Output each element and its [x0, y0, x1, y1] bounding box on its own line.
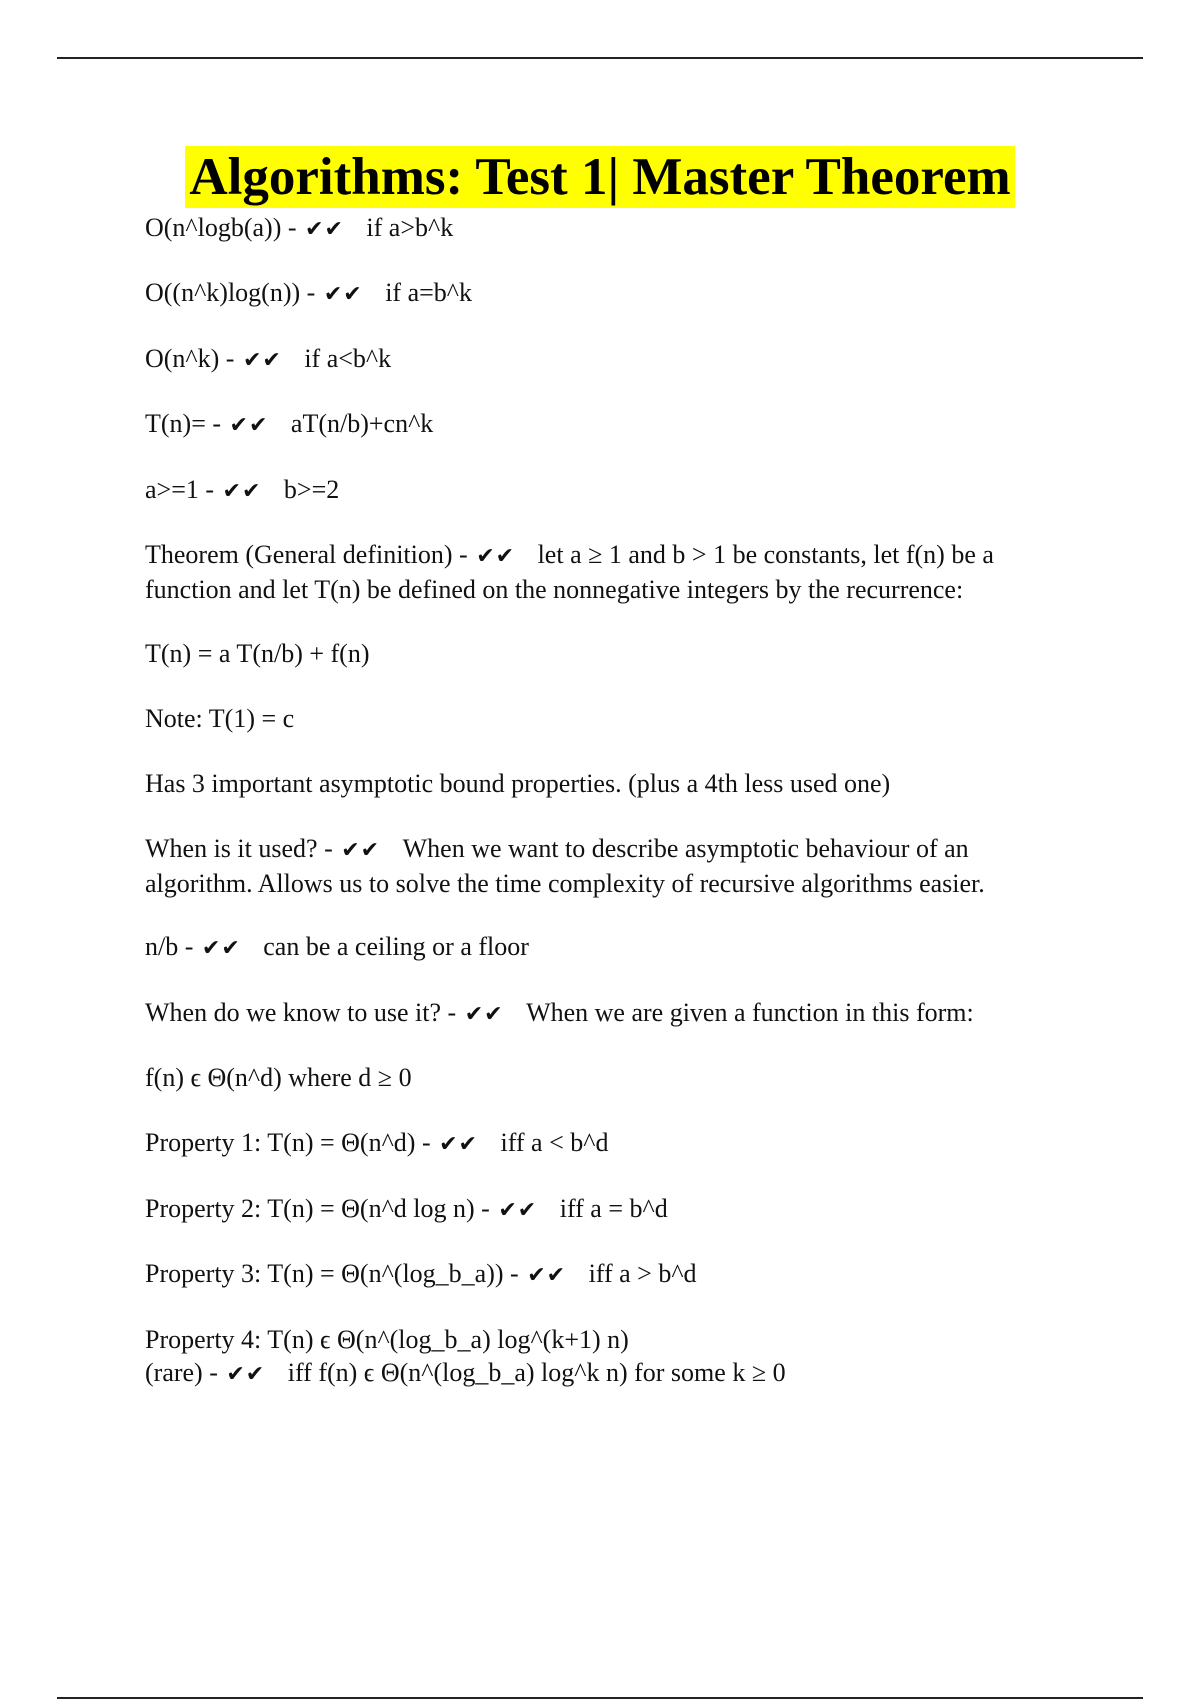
item-12: [145, 1061, 1075, 1094]
check-icon: ✔✔: [229, 413, 269, 438]
item-1: [145, 276, 1075, 311]
check-icon: ✔✔: [439, 1132, 478, 1157]
item-text: Has 3 important asymptotic bound properties. (plus a 4th less used one): [145, 769, 891, 798]
item-question: a>=1 -: [145, 475, 215, 504]
item-answer: if a=b^k: [385, 278, 472, 307]
item-answer: if a<b^k: [304, 344, 392, 373]
check-icon: ✔✔: [323, 282, 363, 307]
item-question: O(n^logb(a)) -: [145, 213, 297, 242]
item-14: [145, 1192, 1075, 1227]
check-icon: ✔✔: [341, 838, 381, 863]
check-icon: ✔✔: [242, 348, 282, 373]
item-question: O((n^k)log(n)) -: [145, 278, 316, 307]
check-icon: ✔✔: [476, 544, 516, 569]
item-question: Property 2: T(n) = Θ(n^d log n) -: [145, 1194, 490, 1223]
check-icon: ✔✔: [201, 936, 241, 961]
item-question: O(n^k) -: [145, 344, 235, 373]
title-wrap: [0, 146, 1200, 208]
item-2: [145, 342, 1075, 377]
item-answer: b>=2: [283, 475, 340, 504]
item-0: [145, 211, 1075, 246]
item-15: [145, 1257, 1075, 1292]
item-13: [145, 1126, 1075, 1161]
item-answer: iff f(n) ϵ Θ(n^(log_b_a) log^k n) for some k ≥ 0: [287, 1358, 786, 1387]
item-text: T(n) = a T(n/b) + f(n): [145, 639, 370, 668]
item-11: [145, 996, 1075, 1031]
check-icon: ✔✔: [464, 1002, 504, 1027]
check-icon: ✔✔: [527, 1263, 567, 1288]
item-answer: When we want to describe asymptotic behaviour of an algorithm. Allows us to solve the time complexity of recursive algorithms easier.: [145, 834, 985, 898]
item-question-cont: (rare) -: [145, 1358, 218, 1387]
item-question: T(n)= -: [145, 409, 222, 438]
item-6: [145, 637, 1075, 670]
item-8: [145, 767, 1075, 800]
item-question: Property 3: T(n) = Θ(n^(log_b_a)) -: [145, 1259, 519, 1288]
check-icon: ✔✔: [222, 479, 262, 504]
item-16: [145, 1323, 1075, 1391]
item-answer: if a>b^k: [366, 213, 454, 242]
item-question: Property 4: T(n) ϵ Θ(n^(log_b_a) log^(k+1) n): [145, 1325, 629, 1354]
item-question: When do we know to use it? -: [145, 998, 457, 1027]
item-text: f(n) ϵ Θ(n^d) where d ≥ 0: [145, 1063, 412, 1092]
item-5: [145, 538, 1075, 606]
item-10: [145, 930, 1075, 965]
item-answer: can be a ceiling or a floor: [263, 932, 529, 961]
item-answer: iff a > b^d: [588, 1259, 697, 1288]
item-text: Note: T(1) = c: [145, 704, 295, 733]
item-answer: iff a = b^d: [559, 1194, 668, 1223]
item-question: Property 1: T(n) = Θ(n^d) -: [145, 1128, 431, 1157]
item-answer: iff a < b^d: [500, 1128, 609, 1157]
top-rule: [57, 57, 1143, 59]
item-question: When is it used? -: [145, 834, 333, 863]
check-icon: ✔✔: [305, 217, 344, 242]
item-7: [145, 702, 1075, 735]
item-3: [145, 407, 1075, 442]
bottom-rule: [57, 1697, 1143, 1699]
page-title: Algorithms: Test 1| Master Theorem: [185, 146, 1014, 208]
item-answer: aT(n/b)+cn^k: [290, 409, 434, 438]
check-icon: ✔✔: [226, 1362, 266, 1387]
item-question: n/b -: [145, 932, 194, 961]
item-9: [145, 832, 1075, 900]
item-4: [145, 473, 1075, 508]
check-icon: ✔✔: [498, 1198, 538, 1223]
item-question: Theorem (General definition) -: [145, 540, 468, 569]
item-answer: When we are given a function in this form:: [526, 998, 974, 1027]
item-answer: let a ≥ 1 and b > 1 be constants, let f(n) be a function and let T(n) be defined on the nonnegative integers by the recurrence:: [145, 540, 994, 604]
